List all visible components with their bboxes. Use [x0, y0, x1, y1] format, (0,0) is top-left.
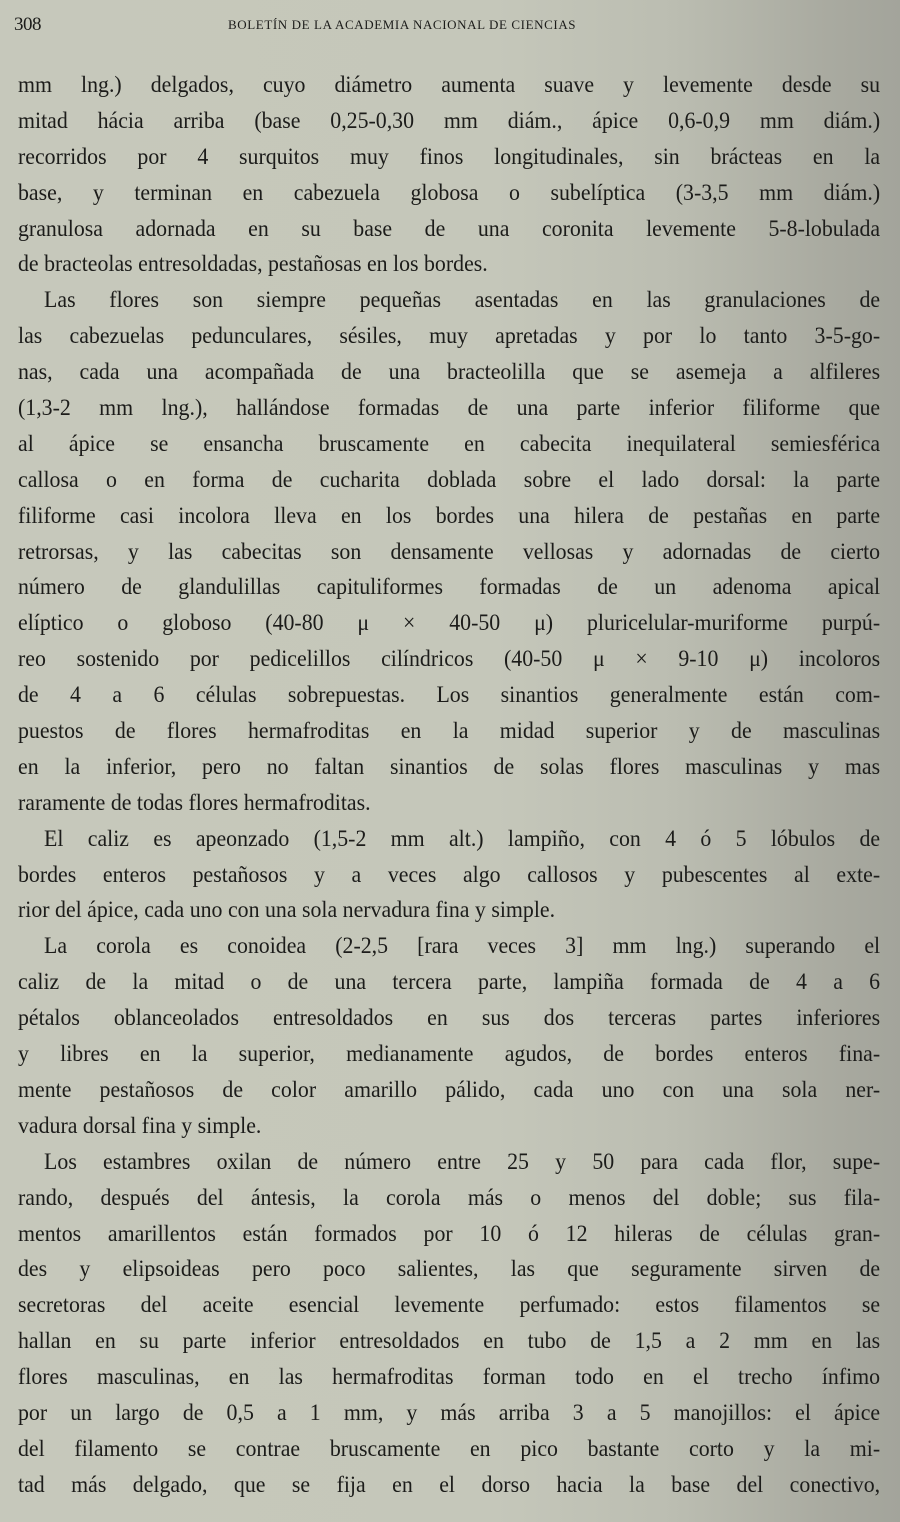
text-line: al ápice se ensancha bruscamente en cabecita inequilateral semiesférica — [18, 430, 881, 457]
text-line: raramente de todas flores hermafroditas. — [18, 789, 371, 816]
text-line: de bracteolas entresoldadas, pestañosas en los bordes. — [18, 251, 488, 278]
paragraph — [18, 929, 880, 1144]
text-line: mm lng.) delgados, cuyo diámetro aumenta suave y levemente desde su — [18, 72, 881, 98]
text-line: Los estambres oxilan de número entre 25 y 50 para cada flor, supe- — [44, 1148, 881, 1175]
text-line: La corola es conoidea (2-2,5 [rara veces 3] mm lng.) superando el — [44, 933, 881, 960]
paragraph — [18, 68, 880, 283]
text-line: retrorsas, y las cabecitas son densamente vellosas y adornadas de cierto — [18, 538, 881, 565]
text-line: número de glandulillas capituliformes formadas de un adenoma apical — [18, 574, 881, 601]
text-line: las cabezuelas pedunculares, sésiles, muy apretadas y por lo tanto 3-5-go- — [18, 323, 881, 350]
text-line: por un largo de 0,5 a 1 mm, y más arriba 3 a 5 manojillos: el ápice — [18, 1399, 881, 1426]
text-line: des y elipsoideas pero poco salientes, las que seguramente sirven de — [18, 1256, 881, 1283]
text-line: vadura dorsal fina y simple. — [18, 1112, 262, 1139]
text-line: El caliz es apeonzado (1,5-2 mm alt.) lampiño, con 4 ó 5 lóbulos de — [44, 825, 881, 852]
paragraph — [18, 283, 880, 821]
text-line: de 4 a 6 células sobrepuestas. Los sinantios generalmente están com- — [18, 682, 881, 709]
text-line: mitad hácia arriba (base 0,25-0,30 mm diám., ápice 0,6-0,9 mm diám.) — [18, 107, 881, 134]
text-line: flores masculinas, en las hermafroditas forman todo en el trecho ínfimo — [18, 1364, 881, 1391]
page-header — [14, 14, 880, 40]
text-line: mentos amarillentos están formados por 10 ó 12 hileras de células gran- — [18, 1220, 881, 1247]
text-line: elíptico o globoso (40-80 μ × 40-50 μ) pluricelular-muriforme purpú- — [18, 610, 881, 637]
text-line: nas, cada una acompañada de una bracteolilla que se asemeja a alfileres — [18, 359, 881, 386]
text-line: del filamento se contrae bruscamente en pico bastante corto y la mi- — [18, 1435, 881, 1462]
text-line: bordes enteros pestañosos y a veces algo callosos y pubescentes al exte- — [18, 861, 881, 888]
text-line: puestos de flores hermafroditas en la midad superior y de masculinas — [18, 718, 881, 745]
text-line: tad más delgado, que se fija en el dorso hacia la base del conectivo, — [18, 1471, 881, 1498]
body-text — [18, 68, 880, 1504]
text-line: (1,3-2 mm lng.), hallándose formadas de una parte inferior filiforme que — [18, 395, 881, 422]
text-line: callosa o en forma de cucharita doblada sobre el lado dorsal: la parte — [18, 466, 881, 493]
text-line: recorridos por 4 surquitos muy finos longitudinales, sin brácteas en la — [18, 143, 881, 170]
running-head: BOLETÍN DE LA ACADEMIA NACIONAL DE CIENCIAS — [228, 17, 577, 32]
text-line: rior del ápice, cada uno con una sola nervadura fina y simple. — [18, 897, 556, 924]
text-line: granulosa adornada en su base de una coronita levemente 5-8-lobulada — [18, 215, 881, 242]
paragraph — [18, 1145, 880, 1504]
text-line: secretoras del aceite esencial levemente perfumado: estos filamentos se — [18, 1292, 881, 1319]
page-number: 308 — [14, 14, 41, 35]
text-line: caliz de la mitad o de una tercera parte, lampiña formada de 4 a 6 — [18, 969, 881, 996]
paragraph — [18, 822, 880, 930]
text-line: rando, después del ántesis, la corola más o menos del doble; sus fila- — [18, 1184, 881, 1211]
text-line: hallan en su parte inferior entresoldados en tubo de 1,5 a 2 mm en las — [18, 1328, 881, 1355]
text-line: reo sostenido por pedicelillos cilíndricos (40-50 μ × 9-10 μ) incoloros — [18, 646, 881, 673]
text-line: mente pestañosos de color amarillo pálido, cada uno con una sola ner- — [18, 1076, 881, 1103]
text-line: Las flores son siempre pequeñas asentadas en las granulaciones de — [44, 287, 881, 314]
text-line: filiforme casi incolora lleva en los bordes una hilera de pestañas en parte — [18, 502, 881, 529]
text-line: pétalos oblanceolados entresoldados en sus dos terceras partes inferiores — [18, 1005, 881, 1032]
text-line: y libres en la superior, medianamente agudos, de bordes enteros fina- — [18, 1041, 881, 1068]
text-line: en la inferior, pero no faltan sinantios de solas flores masculinas y mas — [18, 753, 881, 780]
text-line: base, y terminan en cabezuela globosa o subelíptica (3-3,5 mm diám.) — [18, 179, 881, 206]
